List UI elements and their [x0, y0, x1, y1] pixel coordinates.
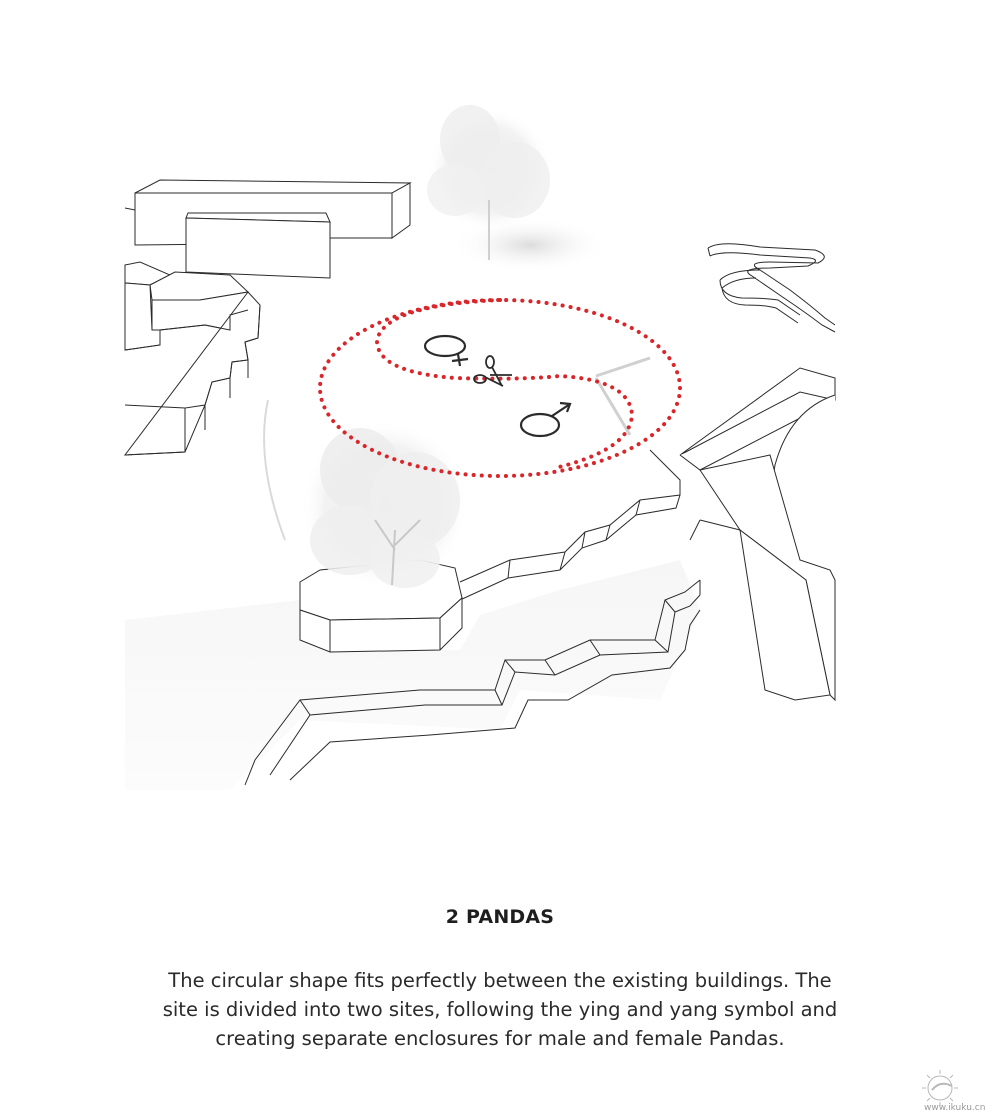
caption-line-1: The circular shape fits perfectly between the existing buildings. The — [168, 969, 832, 992]
inner-path-curve — [264, 400, 285, 540]
caption-line-3: creating separate enclosures for male and female Pandas. — [215, 1027, 785, 1050]
watermark-sun-icon — [922, 1070, 958, 1106]
watermark-text: www.ikuku.cn — [924, 1103, 986, 1112]
page-title: 2 PANDAS — [445, 906, 555, 928]
caption — [100, 966, 900, 1053]
center-divider-shadow — [596, 358, 650, 435]
tree-bottom — [300, 420, 470, 590]
path-top-right — [708, 244, 835, 332]
building-right — [680, 368, 835, 700]
female-symbol-icon — [425, 336, 468, 366]
male-symbol-icon — [521, 403, 570, 436]
scissors-icon — [474, 356, 512, 386]
watermark-logo — [918, 1066, 990, 1112]
caption-line-2: site is divided into two sites, following the ying and yang symbol and — [162, 998, 838, 1021]
building-top-left — [135, 180, 410, 278]
